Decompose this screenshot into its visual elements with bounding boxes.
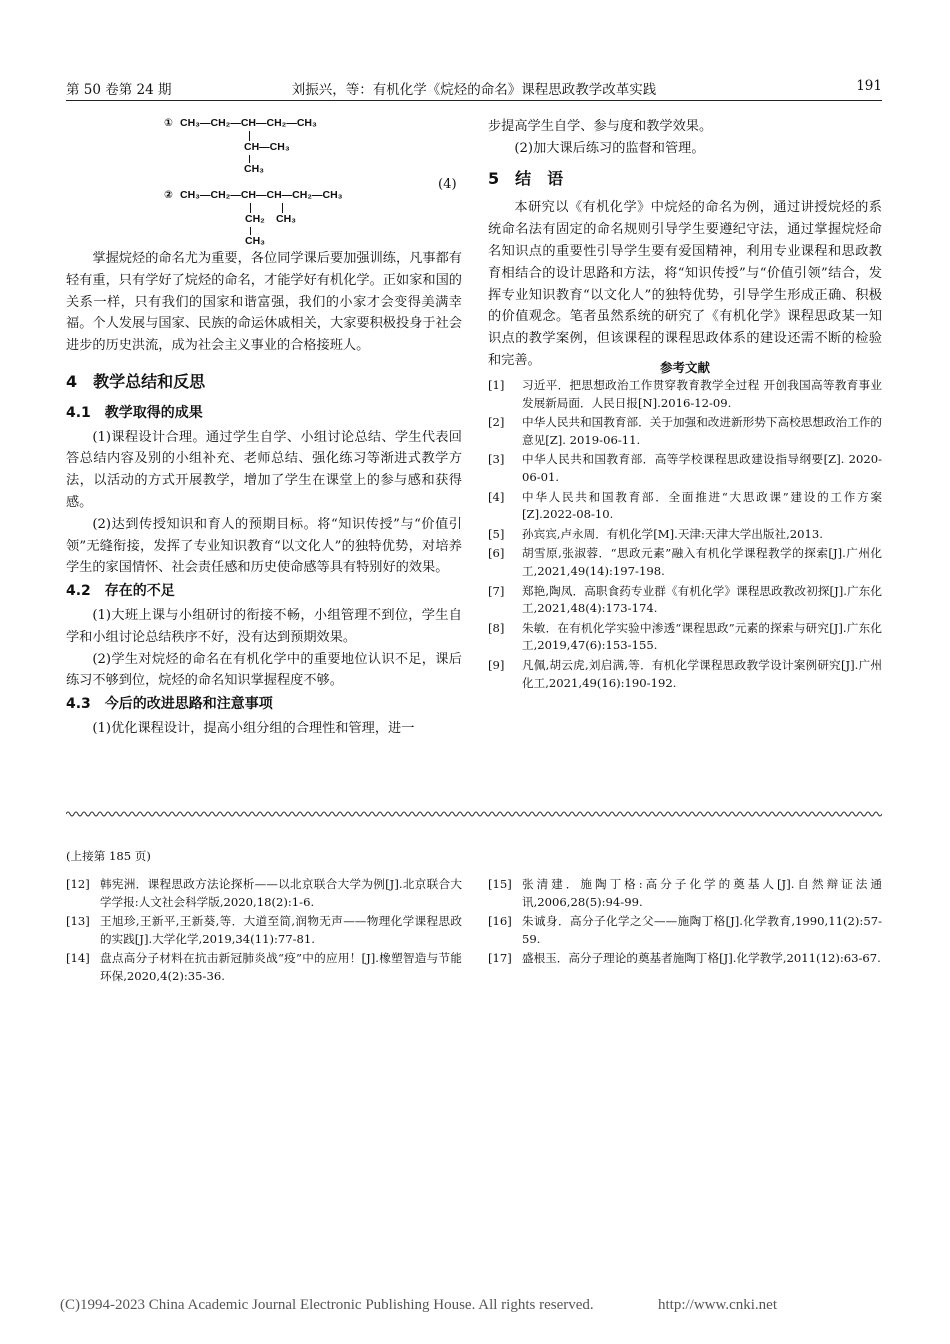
structure-1 xyxy=(164,117,464,177)
paragraph: (1)大班上课与小组研讨的衔接不畅，小组管理不到位，学生自学和小组讨论总结秩序不好，没有达到预期效果。 xyxy=(66,607,462,645)
paragraph: (1)课程设计合理。通过学生自学、小组讨论总结、学生代表回答总结内容及别的小组补充、老师总结、强化练习等渐进式教学方法，以活动的方式开展教学，增加了学生在课堂上的参与感和获得感。 xyxy=(66,429,462,510)
reference-text: 朱敏．在有机化学实验中渗透“课程思政”元素的探索与研究[J].广东化工,2019,47(6):153-155. xyxy=(522,620,882,653)
subsection-heading-4-3: 4.3 今后的改进思路和注意事项 xyxy=(66,696,273,713)
bond-line xyxy=(249,131,250,141)
reference-item xyxy=(488,583,882,618)
bond-line xyxy=(250,203,251,213)
continued-label: (上接第 185 页) xyxy=(66,849,151,863)
right-column xyxy=(488,116,882,372)
bond-line xyxy=(282,203,283,213)
reference-item xyxy=(488,876,882,911)
structure-1-main-chain: CH₃—CH₂—CH—CH₂—CH₃ xyxy=(180,117,317,129)
reference-number: [1] xyxy=(488,378,505,392)
reference-number: [15] xyxy=(488,877,512,891)
reference-item xyxy=(488,451,882,486)
reference-text: 中华人民共和国教育部．关于加强和改进新形势下高校思想政治工作的意见[Z]. 2019-06-11. xyxy=(522,415,882,447)
paragraph: 掌握烷烃的命名尤为重要，各位同学课后要加强训练，凡事都有轻有重，只有学好了烷烃的命名，才能学好有机化学。正如家和国的关系一样，只有我们的国家和谐富强，我们的小家才会变得美满幸福。个人发展与国家、民族的命运休戚相关，大家要积极投身于社会进步的历史洪流，成为社会主义事业的合格接班人。 xyxy=(66,251,462,354)
reference-item xyxy=(488,526,882,544)
reference-text: 盘点高分子材料在抗击新冠肺炎战“疫”中的应用！[J].橡塑智造与节能环保,2020,4(2):35-36. xyxy=(100,951,462,983)
reference-text: 张清建．施陶丁格:高分子化学的奠基人[J].自然辩证法通讯,2006,28(5):94-99. xyxy=(522,877,882,909)
structure-1-label: ① xyxy=(164,117,173,129)
reference-number: [2] xyxy=(488,415,505,430)
reference-number: [17] xyxy=(488,951,512,966)
structure-2 xyxy=(164,189,464,249)
cnki-link[interactable]: http://www.cnki.net xyxy=(658,1297,778,1313)
reference-item xyxy=(488,414,882,449)
bond-line xyxy=(249,155,250,163)
reference-number: [14] xyxy=(66,951,90,966)
reference-text: 韩宪洲．课程思政方法论探析——以北京联合大学为例[J].北京联合大学学报:人文社会科学版,2020,18(2):1-6. xyxy=(100,877,462,909)
reference-text: 朱诚身．高分子化学之父——施陶丁格[J].化学教育,1990,11(2):57-59. xyxy=(522,914,882,946)
paragraph: 步提高学生自学、参与度和教学效果。 xyxy=(488,119,713,134)
reference-item xyxy=(488,620,882,655)
paragraph: (1)优化课程设计，提高小组分组的合理性和管理，进一 xyxy=(92,720,415,736)
reference-item xyxy=(488,377,882,412)
reference-text: 中华人民共和国教育部．全面推进“大思政课”建设的工作方案[Z].2022-08-10. xyxy=(522,489,882,522)
page-number: 191 xyxy=(856,78,882,94)
reference-item xyxy=(488,545,882,580)
reference-number: [12] xyxy=(66,877,90,891)
reference-number: [16] xyxy=(488,914,512,929)
references-list xyxy=(488,377,882,717)
copyright-notice: (C)1994-2023 China Academic Journal Electronic Publishing House. All rights reserved. xyxy=(60,1297,594,1313)
reference-text: 中华人民共和国教育部．高等学校课程思政建设指导纲要[Z]. 2020-06-01. xyxy=(522,452,882,484)
continued-references-right xyxy=(488,876,882,986)
structure-2-label: ② xyxy=(164,189,173,201)
running-header xyxy=(66,78,882,100)
structure-2-ethyl-ch2: CH₂ xyxy=(245,213,265,225)
paragraph: (2)学生对烷烃的命名在有机化学中的重要地位认识不足，课后练习不够到位，烷烃的命名知识掌握程度不够。 xyxy=(66,651,462,689)
paragraph: (2)加大课后练习的监督和管理。 xyxy=(514,140,705,156)
structure-1-branch: CH—CH₃ xyxy=(244,141,290,153)
reference-number: [5] xyxy=(488,526,505,541)
subsection-heading-4-2: 4.2 存在的不足 xyxy=(66,583,175,600)
reference-item xyxy=(66,876,462,911)
reference-text: 孙宾宾,卢永周．有机化学[M].天津:天津大学出版社,2013. xyxy=(522,526,823,541)
section-heading-4: 4 教学总结和反思 xyxy=(66,371,206,391)
reference-number: [7] xyxy=(488,583,505,598)
reference-item xyxy=(66,913,462,948)
structure-2-ethyl-ch3: CH₃ xyxy=(245,235,266,247)
reference-item xyxy=(66,950,462,985)
reference-text: 王旭珍,王新平,王新葵,等．大道至简,润物无声——物理化学课程思政的实践[J].大学化学,2019,34(11):77-81. xyxy=(100,914,462,946)
paragraph: 本研究以《有机化学》中烷烃的命名为例，通过讲授烷烃的系统命名法有固定的命名规则引导学生要遵纪守法，通过掌握烷烃命名知识点的重要性引导学生要有爱国精神，利用专业课程和思政教育相结合的设计思路和方法，将“知识传授”与“价值引领”结合，发挥专业知识教育“以文化人”的独特优势，引导学生形成正确、积极的价值观念。笔者虽然系统的研究了《有机化学》课程思政某一知识点的教学案例，但该课程的课程思政体系的建设还需不断的检验和完善。 xyxy=(488,200,882,368)
subsection-heading-4-1: 4.1 教学取得的成果 xyxy=(66,404,203,421)
structure-1-methyl: CH₃ xyxy=(244,163,265,175)
continued-references-left xyxy=(66,876,462,986)
structure-2-methyl: CH₃ xyxy=(276,213,297,225)
left-column xyxy=(66,248,462,740)
paragraph: (2)达到传授知识和育人的预期目标。将“知识传授”与“价值引领”无缝衔接，发挥了专业知识教育“以文化人”的独特优势，对培养学生的家国情怀、社会责任感和历史使命感等具有特别好的效果。 xyxy=(66,516,462,576)
section-heading-5: 5 结 语 xyxy=(488,168,564,188)
structure-2-main-chain: CH₃—CH₂—CH—CH—CH₂—CH₃ xyxy=(180,189,343,201)
header-rule xyxy=(66,100,882,101)
reference-item xyxy=(488,913,882,948)
reference-number: [6] xyxy=(488,546,505,561)
references-title: 参考文献 xyxy=(659,360,710,375)
reference-number: [4] xyxy=(488,489,505,504)
reference-text: 凡佩,胡云虎,刘启满,等．有机化学课程思政教学设计案例研究[J].广州化工,2021,49(16):190-192. xyxy=(522,657,882,690)
reference-item xyxy=(488,950,882,968)
reference-text: 郑艳,陶凤．高职食药专业群《有机化学》课程思政教改初探[J].广东化工,2021,48(4):173-174. xyxy=(522,583,882,616)
journal-volume: 第 50 卷第 24 期 xyxy=(66,82,172,98)
section-divider xyxy=(66,810,882,818)
reference-item xyxy=(488,657,882,692)
reference-text: 习近平．把思想政治工作贯穿教育教学全过程 开创我国高等教育事业发展新局面．人民日报[N].2016-12-09. xyxy=(522,378,882,410)
reference-number: [3] xyxy=(488,452,505,467)
reference-number: [9] xyxy=(488,657,505,672)
bond-line xyxy=(250,227,251,235)
reference-number: [8] xyxy=(488,620,505,635)
equation-number: (4) xyxy=(438,177,457,192)
reference-item xyxy=(488,489,882,524)
reference-number: [13] xyxy=(66,914,90,929)
running-title: 刘振兴，等：有机化学《烷烃的命名》课程思政教学改革实践 xyxy=(291,82,657,98)
reference-text: 胡雪原,张淑蓉．“思政元素”融入有机化学课程教学的探索[J].广州化工,2021,49(14):197-198. xyxy=(522,546,882,578)
reference-text: 盛根玉．高分子理论的奠基者施陶丁格[J].化学教学,2011(12):63-67. xyxy=(522,951,881,966)
